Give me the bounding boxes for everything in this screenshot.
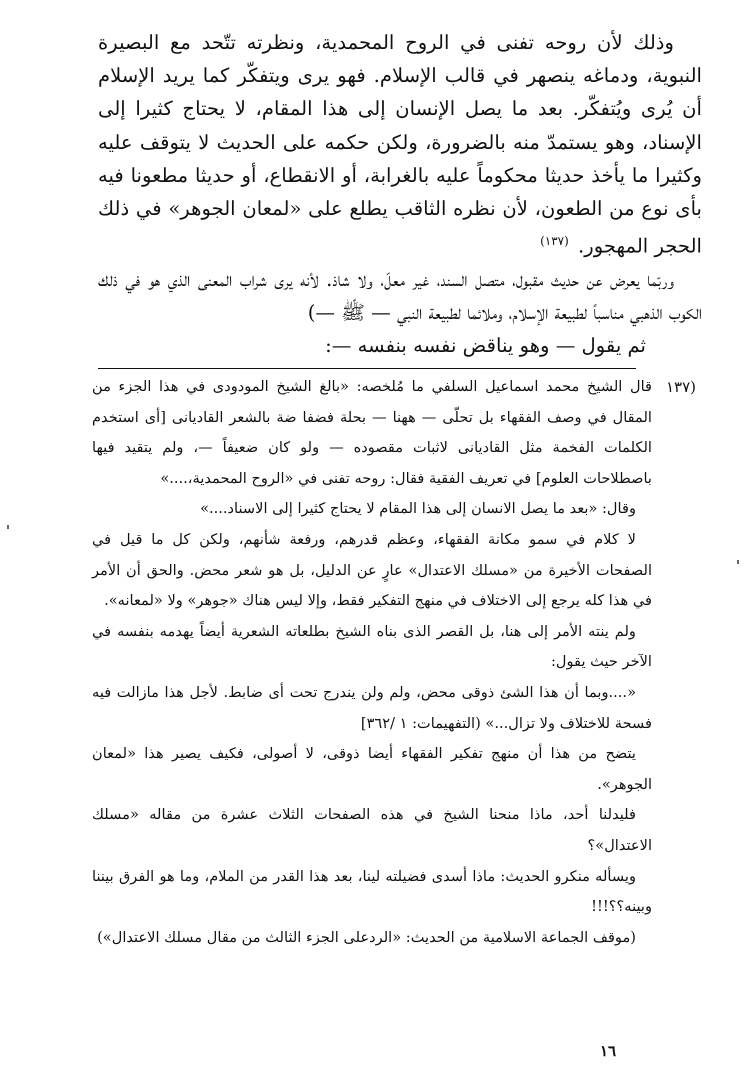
footnote-paragraph: وقال: «بعد ما يصل الانسان إلى هذا المقام لا يحتاج كثيرا إلى الاسناد....» [200, 500, 636, 518]
scan-mark [7, 525, 9, 529]
main-paragraph: وذلك لأن روحه تفنى في الروح المحمدية، ونظرته تتّحد مع البصيرة النبوية، ودماغه ينصهر في قالب الإسلام. فهو يرى ويتفكّر كما يريد الإسلام أن يُرى ويُتفكّر. بعد ما يصل الإنسان إلى هذا المقام، لا يحتاج كثيرا إلى الإسناد، وهو يستمدّ منه بالضرورة، ولكن حكمه على الحديث لا يتوقف عليه وكثيرا ما يأخذ حديثا محكوماً عليه بالغرابة، أو الانقطاع، أو حديثا مطعونا فيه بأى نوع من الطعون، لأن نظره الثاقب يطلع على «لمعان الجوهر» في ذلك الحجر المهجور. $^{(١٣٧)}$ [98, 31, 702, 258]
main-paragraph: وربّما يعرض عن حديث مقبول، متصل السند، غير معلّ، ولا شاذ. لأنه يرى شراب المعنى الذي هو في ذلك الكوب الذهبي مناسباً لطبيعة الإسلام، وملائما لطبيعة النبي — ﷺ —) [98, 267, 702, 325]
footnote-paragraph: فليدلنا أحد، ماذا منحنا الشيخ في هذه الصفحات الثلاث عشرة من مقاله «مسلك الاعتدال»؟ [92, 806, 652, 854]
scan-mark [737, 560, 739, 564]
footnote-paragraph: يتضح من هذا أن منهج تفكير الفقهاء أيضا ذوقى، لا أصولى، فكيف يصير هذا «لمعان الجوهر». [92, 745, 652, 793]
footnote-reference: (١٣٧) [540, 234, 569, 249]
footnote-separator [98, 368, 636, 369]
footnote-paragraph: (موقف الجماعة الاسلامية من الحديث: «الردعلى الجزء الثالث من مقال مسلك الاعتدال») [97, 928, 636, 946]
main-text [98, 26, 702, 363]
footnote-paragraph: لا كلام في سمو مكانة الفقهاء، وعظم قدرهم، ورفعة شأنهم، ولكن كل ما قيل في الصفحات الأخيرة من «مسلك الاعتدال» عارٍ عن الدليل، بل هو شعر محض. والحق أن الأمر في هذا كله يرجع إلى الاختلاف في منهج التفكير فقط، وإلا ليس هناك «جوهر» ولا «لمعانه». [92, 530, 652, 610]
footnote-paragraph: ويسأله منكرو الحديث: ماذا أسدى فضيلته لينا، بعد هذا القدر من الملام، وما هو الفرق بيننا وبينه؟؟!!! [92, 867, 652, 916]
main-paragraph: ثم يقول — وهو يناقض نفسه بنفسه —: [325, 334, 646, 358]
footnotes [92, 372, 696, 953]
footnote-paragraph: ١٣٧) قال الشيخ محمد اسماعيل السلفي ما مُلخصه: «بالغ الشيخ المودودى في هذا الجزء من المقال في وصف الفقهاء بل تحلّى — ههنا — بحلة فضفا ضة بالشعر القاديانى [أى استخدم الكلمات الفخمة مثل القاديانى لاثبات مقصوده — ولو كان ضعيفاً —، ولم يتقيد فيها باصطلاحات العلوم] في تعريف الفقية فقال: روحه تفنى في «الروح المحمدية،....» [92, 372, 652, 494]
footnote-paragraph: «....وبما أن هذا الشئ ذوقى محض، ولم ولن يندرج تحت أى ضابط. لأجل هذا مازالت فيه فسحة للاختلاف ولا تزال...» (التفهيمات: ١ /٣٦٢] [92, 683, 652, 732]
footnote-paragraph: ولم ينته الأمر إلى هنا، بل القصر الذى بناه الشيخ بطلعاته الشعرية أيضاً يهدمه بنفسه في الآخر حيث يقول: [92, 622, 652, 671]
footnote-number: ١٣٧) [665, 378, 696, 396]
page-number: ١٦ [600, 1042, 617, 1060]
